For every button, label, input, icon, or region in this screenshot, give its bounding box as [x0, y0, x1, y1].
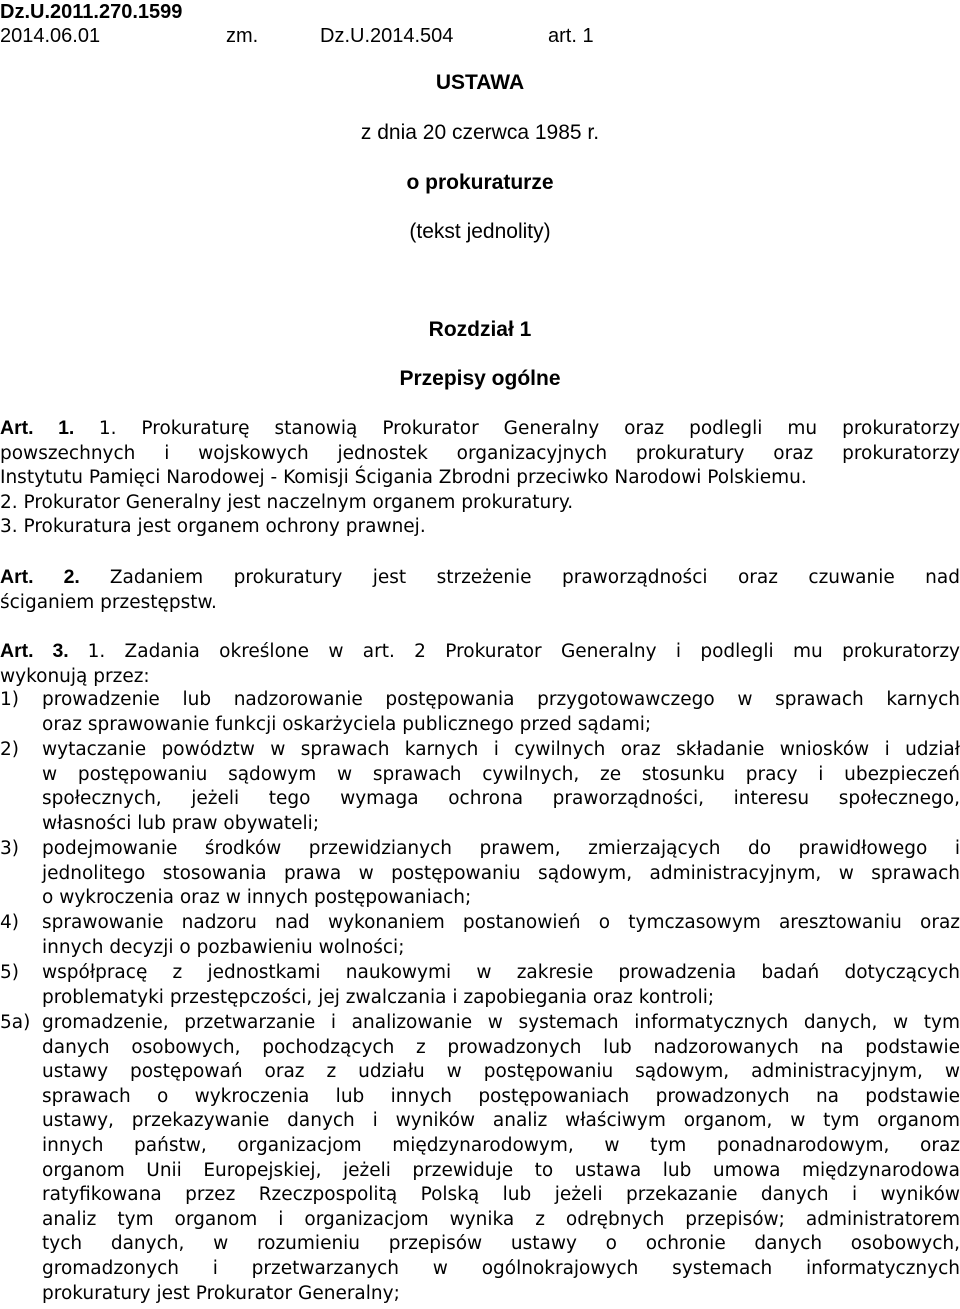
item-line: sprawach o wykroczenia lub innych postępowaniach prowadzonych na podstawie	[42, 1085, 960, 1107]
item-line: organom Unii Europejskiej, jeżeli przewiduje to ustawa lub umowa międzynarodowa	[42, 1159, 960, 1181]
art2-line-2: ściganiem przestępstw.	[0, 591, 217, 613]
item-line: oraz sprawowanie funkcji oskarżyciela publicznego przed sądami;	[42, 713, 652, 735]
item-number: 4)	[0, 912, 19, 933]
item-line: o wykroczenia oraz w innych postępowaniach;	[42, 887, 472, 909]
item-line: gromadzenie, przetwarzanie i analizowanie w systemach informatycznych danych, w tym	[42, 1012, 960, 1033]
item-number: 1)	[0, 689, 19, 710]
art1-line-2: powszechnych i wojskowych jednostek organizacyjnych prokuratury oraz prokuratorzy	[0, 442, 960, 464]
act-note: (tekst jednolity)	[409, 220, 551, 243]
article-3	[0, 639, 960, 689]
item-line: danych osobowych, pochodzących z prowadzonych lub nadzorowanych na podstawie	[42, 1036, 960, 1058]
item-line: podejmowanie środków przewidzianych prawem, zmierzających do prawidłowego i	[42, 838, 960, 859]
item-line: w postępowaniu sądowym w sprawach cywilnych, ze stosunku pracy i ubezpieczeń	[42, 763, 960, 785]
item-number: 5a)	[0, 1012, 31, 1033]
art3-intro-line-1: Art. 3. 1. Zadania określone w art. 2 Prokurator Generalny i podlegli mu prokuratorzy	[0, 640, 960, 662]
art1-label: Art. 1.	[0, 417, 99, 439]
item-line: gromadzonych i przetwarzanych w ogólnokrajowych systemach informatycznych	[42, 1257, 960, 1279]
chapter-number: Rozdział 1	[428, 318, 532, 341]
item-line: problematyki przestępczości, jej zwalczania i zapobiegania oraz kontroli;	[42, 986, 715, 1008]
art2-label: Art. 2.	[0, 566, 110, 588]
item-line: sprawowanie nadzoru nad wykonaniem postanowień o tymczasowym aresztowaniu oraz	[42, 912, 960, 933]
act-type: USTAWA	[435, 71, 525, 94]
header-journal-ref: Dz.U.2011.270.1599	[0, 1, 183, 23]
art1-paragraph-2: 2. Prokurator Generalny jest naczelnym organem prokuratury.	[0, 491, 574, 513]
header-article: art. 1	[548, 25, 594, 47]
item-line: jednolitego stosowania prawa w postępowaniu sądowym, administracyjnym, w sprawach	[42, 862, 960, 884]
item-number: 5)	[0, 962, 19, 983]
chapter-name: Przepisy ogólne	[399, 367, 561, 390]
item-line: własności lub praw obywateli;	[42, 812, 320, 834]
item-line: ustawy, przekazywanie danych i wyników analiz właściwym organom, w tym organom	[42, 1110, 960, 1132]
art1-paragraph-3: 3. Prokuratura jest organem ochrony prawnej.	[0, 516, 426, 538]
item-line: ustawy postępowań oraz z udziału w postępowaniu sądowym, administracyjnym, w	[42, 1061, 960, 1083]
art3-intro-line-2: wykonują przez:	[0, 665, 150, 687]
art2-line-1: Art. 2. Zadaniem prokuratury jest strzeżenie praworządności oraz czuwanie nad	[0, 566, 960, 588]
item-line: prowadzenie lub nadzorowanie postępowania przygotowawczego w sprawach karnych	[42, 689, 960, 710]
header-change-type: zm.	[226, 25, 259, 47]
item-number: 2)	[0, 739, 19, 760]
act-date: z dnia 20 czerwca 1985 r.	[360, 121, 600, 144]
item-line: tych danych, w rozumieniu przepisów ustawy o ochronie danych osobowych,	[42, 1233, 960, 1255]
art3-label: Art. 3.	[0, 640, 88, 662]
item-line: analiz tym organom i organizacjom wynika z odrębnych przepisów; administratorem	[42, 1208, 960, 1230]
article-2	[0, 565, 960, 615]
item-number: 3)	[0, 838, 19, 859]
header-date: 2014.06.01	[0, 25, 101, 47]
item-line: współpracę z jednostkami naukowymi w zakresie prowadzenia badań dotyczących	[42, 962, 960, 983]
act-subject: o prokuraturze	[406, 171, 554, 194]
item-line: ratyfikowana przez Rzeczpospolitą Polską lub jeżeli przekazanie danych i wyników	[42, 1184, 960, 1206]
article-1	[0, 416, 960, 540]
item-line: wytaczanie powództw w sprawach karnych i cywilnych oraz składanie wniosków i udział	[42, 739, 960, 760]
item-line: prokuratury jest Prokurator Generalny;	[42, 1282, 400, 1304]
item-line: innych państw, organizacjom międzynarodowym, w tym ponadnarodowym, oraz	[42, 1134, 960, 1156]
header-amending-ref: Dz.U.2014.504	[320, 25, 454, 47]
item-line: społecznych, jeżeli tego wymaga ochrona praworządności, interesu społecznego,	[42, 788, 960, 810]
art1-line-1: Art. 1. 1. Prokuraturę stanowią Prokurator Generalny oraz podlegli mu prokuratorzy	[0, 417, 960, 439]
item-line: innych decyzji o pozbawieniu wolności;	[42, 936, 405, 958]
art1-line-3: Instytutu Pamięci Narodowej - Komisji Ścigania Zbrodni przeciwko Narodowi Polskiemu.	[0, 467, 807, 489]
